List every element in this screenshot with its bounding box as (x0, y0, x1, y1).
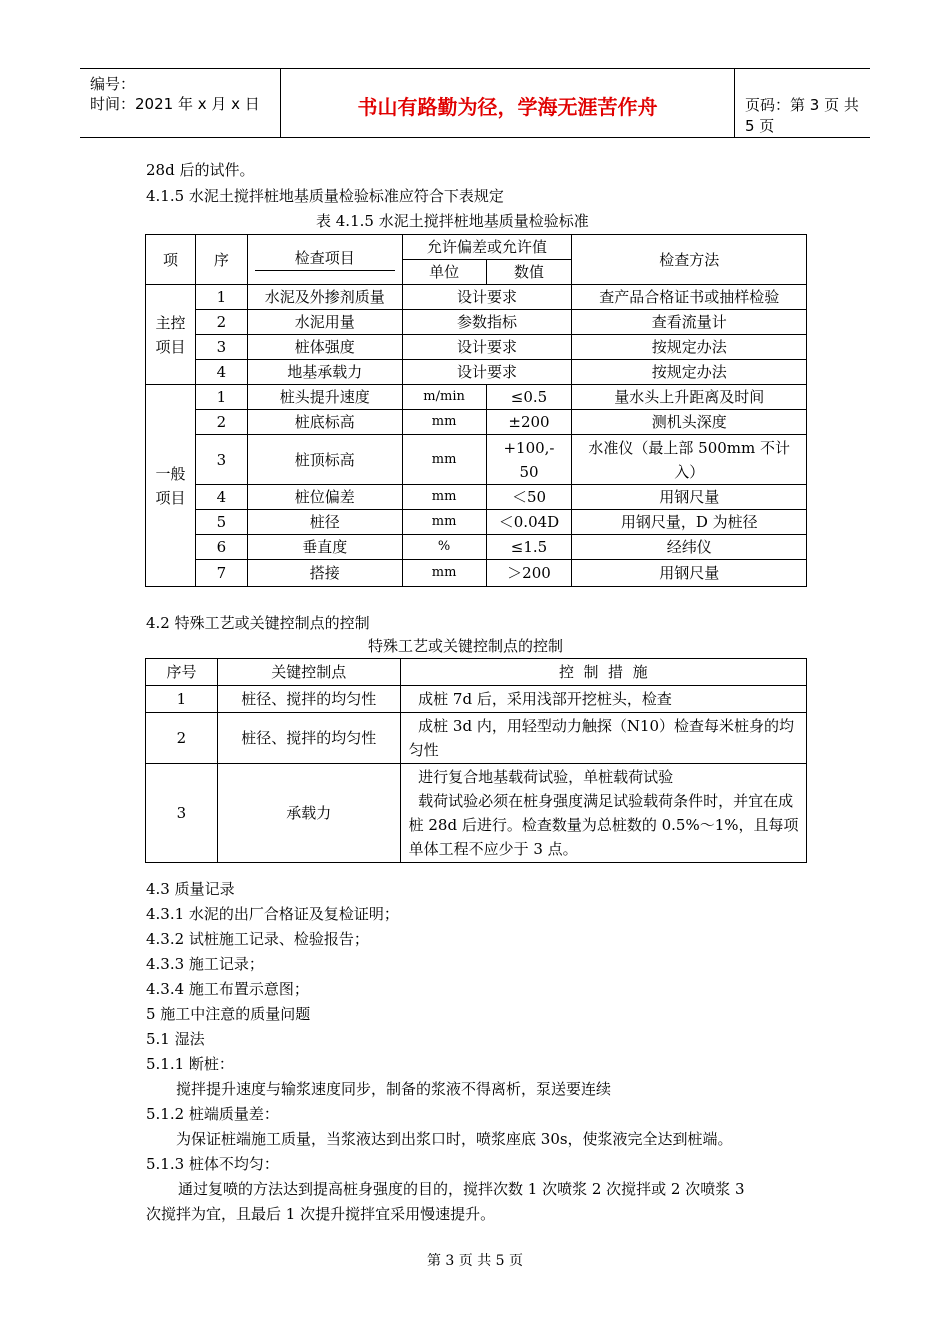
seq-cell: 3 (195, 435, 247, 485)
allow-cell: 设计要求 (402, 335, 572, 360)
quality-standard-table (145, 234, 807, 587)
item-cell: 水泥及外掺剂质量 (247, 285, 402, 310)
method-cell: 查看流量计 (572, 310, 807, 335)
unit-cell: mm (402, 410, 486, 435)
page-header (80, 68, 870, 138)
method-cell: 经纬仪 (572, 535, 807, 560)
seq-cell: 3 (195, 335, 247, 360)
method-cell: 用钢尺量 (572, 560, 807, 587)
seq-cell: 3 (146, 764, 218, 863)
item-cell: 桩顶标高 (247, 435, 402, 485)
method-cell: 水准仪（最上部 500mm 不计 入） (572, 435, 807, 485)
body-line: 5.1.3 桩体不均匀： (146, 1155, 279, 1173)
body-line: 通过复喷的方法达到提高桩身强度的目的，搅拌次数 1 次喷浆 2 次搅拌或 2 次喷浆 3 (178, 1180, 745, 1198)
method-cell: 用钢尺量，D 为桩径 (572, 510, 807, 535)
seq-cell: 7 (195, 560, 247, 587)
seq-cell: 6 (195, 535, 247, 560)
item-cell: 垂直度 (247, 535, 402, 560)
section-heading: 5 施工中注意的质量问题 (146, 1005, 311, 1023)
seq-cell: 4 (195, 360, 247, 385)
number-label: 编号： (90, 75, 136, 93)
measure-line: 进行复合地基载荷试验，单桩载荷试验 (408, 768, 674, 786)
method-cell: 按规定办法 (572, 335, 807, 360)
header-item: 项 (146, 235, 196, 285)
seq-cell: 1 (146, 686, 218, 713)
table-caption: 特殊工艺或关键控制点的控制 (368, 637, 564, 655)
header-meta-cell (80, 69, 280, 137)
method-cell: 量水头上升距离及时间 (572, 385, 807, 410)
point-cell: 桩径、搅拌的均匀性 (217, 713, 400, 764)
body-line: 5.1.1 断桩： (146, 1055, 234, 1073)
control-points-table (145, 658, 807, 863)
point-cell: 承载力 (217, 764, 400, 863)
seq-cell: 2 (195, 410, 247, 435)
header-seq: 序号 (146, 659, 218, 686)
item-cell: 桩体强度 (247, 335, 402, 360)
measure-line: 载荷试验必须在桩身强度满足试验载荷条件时，并宜在成桩 28d 后进行。检查数量为总桩数的 0.5%～1%，且每项单体工程不应少于 3 点。 (408, 792, 799, 858)
item-cell: 桩底标高 (247, 410, 402, 435)
body-line: 4.3.4 施工布置示意图； (146, 980, 309, 998)
body-line: 次搅拌为宜，且最后 1 次提升搅拌宜采用慢速提升。 (146, 1205, 496, 1223)
allow-cell: 设计要求 (402, 285, 572, 310)
motto: 书山有路勤为径，学海无涯苦作舟 (357, 95, 658, 119)
time-label: 时间：2021 年 x 月 x 日 (90, 95, 260, 113)
section-heading: 4.3 质量记录 (146, 880, 235, 898)
page-footer: 第 3 页 共 5 页 (426, 1253, 524, 1269)
measure-cell: 成桩 3d 内，用轻型动力触探（N10）检查每米桩身的均匀性 (400, 713, 806, 764)
unit-cell: mm (402, 510, 486, 535)
header-page-cell (735, 69, 870, 137)
header-measure: 控 制 措 施 (400, 659, 806, 686)
seq-cell: 2 (195, 310, 247, 335)
value-cell: +100,- 50 (486, 435, 572, 485)
seq-cell: 2 (146, 713, 218, 764)
value-cell: ＜0.04D (486, 510, 572, 535)
allow-cell: 设计要求 (402, 360, 572, 385)
value-cell: ＜50 (486, 485, 572, 510)
section-heading: 4.2 特殊工艺或关键控制点的控制 (146, 614, 370, 632)
item-cell: 搭接 (247, 560, 402, 587)
seq-cell: 1 (195, 385, 247, 410)
page-label: 页码：第 3 页 共 5 页 (745, 96, 859, 135)
body-line: 4.3.2 试桩施工记录、检验报告； (146, 930, 369, 948)
unit-cell: mm (402, 485, 486, 510)
section-heading: 4.1.5 水泥土搅拌桩地基质量检验标准应符合下表规定 (146, 187, 504, 205)
method-cell: 测机头深度 (572, 410, 807, 435)
measure-cell (400, 764, 806, 863)
value-cell: ≤1.5 (486, 535, 572, 560)
header-point: 关键控制点 (217, 659, 400, 686)
item-cell: 水泥用量 (247, 310, 402, 335)
unit-cell: % (402, 535, 486, 560)
value-cell: ＞200 (486, 560, 572, 587)
group-general: 一般 项目 (146, 385, 196, 587)
seq-cell: 1 (195, 285, 247, 310)
group-main: 主控 项目 (146, 285, 196, 385)
header-value: 数值 (486, 260, 572, 285)
header-unit: 单位 (402, 260, 486, 285)
header-check: 检查项目 (247, 235, 402, 285)
body-line: 4.3.1 水泥的出厂合格证及复检证明； (146, 905, 399, 923)
body-line: 为保证桩端施工质量，当浆液达到出浆口时，喷浆座底 30s，使浆液完全达到桩端。 (176, 1130, 733, 1148)
value-cell: ≤0.5 (486, 385, 572, 410)
table-caption: 表 4.1.5 水泥土搅拌桩地基质量检验标准 (316, 212, 589, 230)
header-method: 检查方法 (572, 235, 807, 285)
method-cell: 查产品合格证书或抽样检验 (572, 285, 807, 310)
point-cell: 桩径、搅拌的均匀性 (217, 686, 400, 713)
seq-cell: 4 (195, 485, 247, 510)
item-cell: 桩位偏差 (247, 485, 402, 510)
method-cell: 按规定办法 (572, 360, 807, 385)
body-line: 搅拌提升速度与输浆速度同步，制备的浆液不得离析，泵送要连续 (176, 1080, 612, 1098)
body-line: 28d 后的试件。 (146, 161, 255, 179)
unit-cell: mm (402, 435, 486, 485)
measure-cell: 成桩 7d 后，采用浅部开挖桩头，检查 (400, 686, 806, 713)
method-cell: 用钢尺量 (572, 485, 807, 510)
seq-cell: 5 (195, 510, 247, 535)
header-seq: 序 (195, 235, 247, 285)
allow-cell: 参数指标 (402, 310, 572, 335)
unit-cell: mm (402, 560, 486, 587)
body-line: 5.1.2 桩端质量差： (146, 1105, 279, 1123)
body-line: 4.3.3 施工记录； (146, 955, 264, 973)
item-cell: 地基承载力 (247, 360, 402, 385)
header-motto-cell (280, 69, 735, 137)
item-cell: 桩径 (247, 510, 402, 535)
unit-cell: m/min (402, 385, 486, 410)
header-allow: 允许偏差或允许值 (402, 235, 572, 260)
value-cell: ±200 (486, 410, 572, 435)
body-line: 5.1 湿法 (146, 1030, 205, 1048)
item-cell: 桩头提升速度 (247, 385, 402, 410)
